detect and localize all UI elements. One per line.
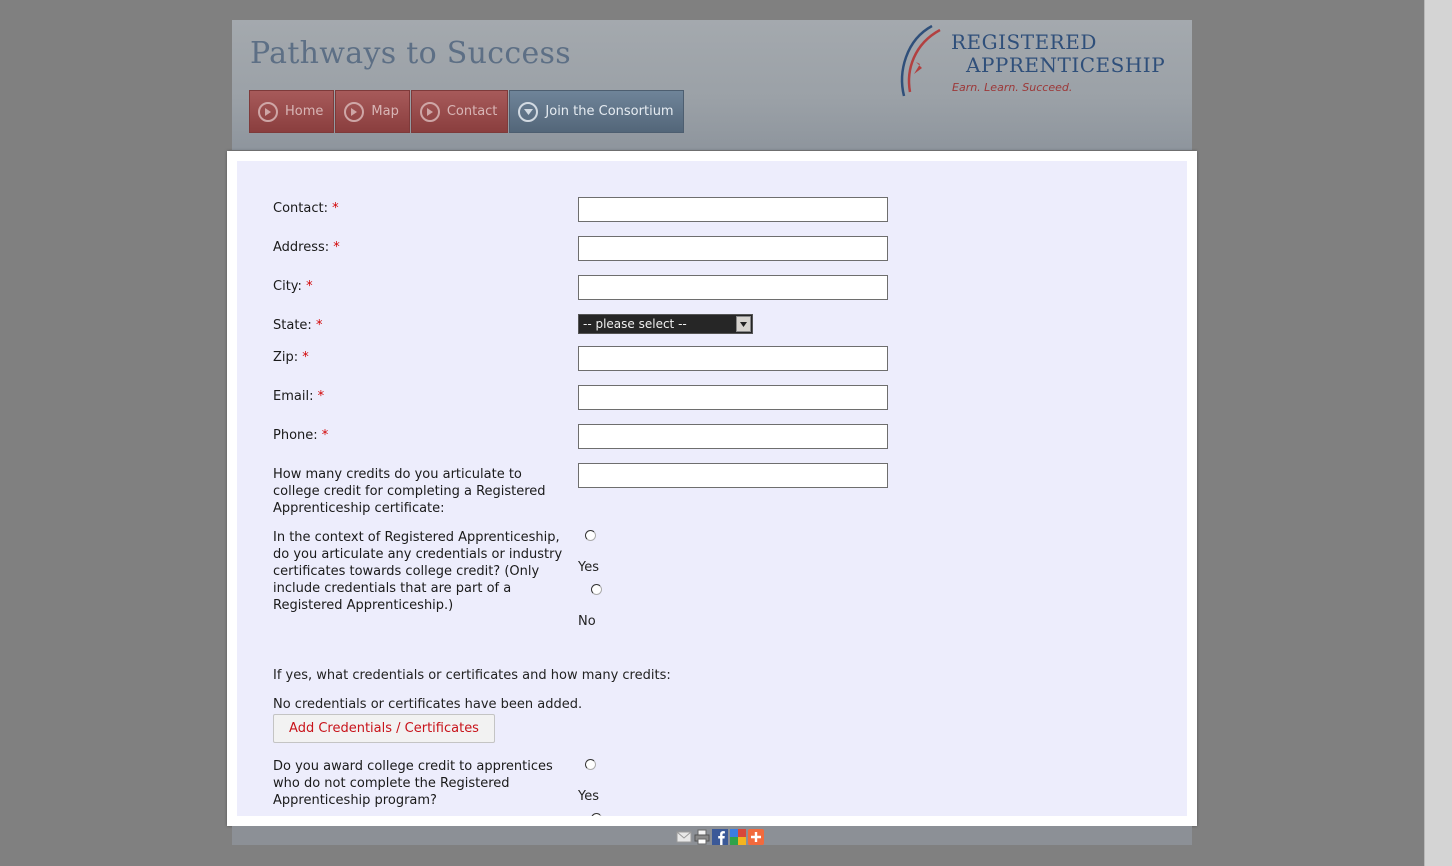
site-header — [232, 20, 1192, 150]
state-label — [273, 317, 563, 334]
nav-join-consortium[interactable] — [509, 90, 683, 133]
chevron-down-circle-icon — [518, 102, 538, 122]
print-icon[interactable] — [694, 829, 710, 845]
logo-swoosh-icon — [892, 22, 946, 98]
nav-contact-label: Contact — [446, 104, 498, 119]
award-yes-radio[interactable] — [585, 759, 596, 770]
chevron-down-icon[interactable] — [736, 316, 751, 332]
play-circle-icon — [258, 102, 278, 122]
site-title: Pathways to Success — [250, 36, 571, 71]
credits-label: How many credits do you articulate to college credit for completing a Registered Apprenticeship certificate: — [273, 467, 546, 516]
award-yes-label: Yes — [578, 789, 599, 804]
logo-text-apprenticeship: APPRENTICESHIP — [966, 53, 1166, 77]
logo-text-registered: REGISTERED — [951, 30, 1097, 54]
city-label — [273, 278, 563, 295]
facebook-icon[interactable] — [712, 829, 728, 845]
required-marker: * — [332, 201, 339, 216]
phone-label-text: Phone: — [273, 428, 318, 443]
content-frame — [227, 151, 1197, 826]
award-no-radio[interactable] — [591, 813, 602, 816]
logo-tagline: Earn. Learn. Succeed. — [952, 81, 1073, 94]
nav-join-label: Join the Consortium — [545, 104, 674, 119]
credentials-yes-label: Yes — [578, 560, 599, 575]
vertical-scrollbar[interactable] — [1424, 0, 1452, 866]
nav-contact[interactable] — [411, 90, 509, 133]
required-marker: * — [302, 350, 309, 365]
registered-apprenticeship-logo — [892, 20, 1182, 100]
required-marker: * — [317, 389, 325, 404]
nav-map-label: Map — [371, 104, 399, 119]
zip-label — [273, 349, 563, 366]
play-circle-icon — [420, 102, 440, 122]
address-input[interactable] — [578, 236, 888, 261]
required-marker: * — [321, 428, 329, 443]
consortium-form — [237, 161, 1187, 816]
credentials-prompt: If yes, what credentials or certificates and how many credits: — [273, 668, 671, 683]
credentials-question-label: In the context of Registered Apprenticeship, do you articulate any credentials or industry certificates towards college credit? (Only include credentials that are part of a Registered Apprenticeship.) — [273, 530, 563, 613]
required-marker: * — [306, 279, 313, 294]
contact-label — [273, 200, 563, 217]
nav-home[interactable] — [249, 90, 334, 133]
zip-label-text: Zip: — [273, 350, 299, 365]
required-marker: * — [333, 240, 340, 255]
contact-label-text: Contact: — [273, 201, 328, 216]
required-marker: * — [315, 318, 323, 333]
credentials-empty-message: No credentials or certificates have been added. — [273, 697, 583, 712]
contact-input[interactable] — [578, 197, 888, 222]
state-select-value: -- please select -- — [583, 317, 687, 331]
nav-home-label: Home — [285, 104, 324, 119]
email-input[interactable] — [578, 385, 888, 410]
credits-input[interactable] — [578, 463, 888, 488]
credentials-no-label: No — [578, 614, 596, 629]
email-label-text: Email: — [273, 389, 314, 404]
email-icon[interactable] — [676, 829, 692, 845]
city-label-text: City: — [273, 279, 302, 294]
zip-input[interactable] — [578, 346, 888, 371]
city-input[interactable] — [578, 275, 888, 300]
credentials-yes-radio[interactable] — [585, 530, 596, 541]
email-label — [273, 388, 563, 405]
play-circle-icon — [344, 102, 364, 122]
share-toolbar — [676, 829, 764, 845]
award-question-label: Do you award college credit to apprentices who do not complete the Registered Apprenticeship program? — [273, 759, 553, 808]
address-label — [273, 239, 563, 256]
credentials-no-radio[interactable] — [591, 584, 602, 595]
addthis-icon[interactable] — [748, 829, 764, 845]
google-icon[interactable] — [730, 829, 746, 845]
address-label-text: Address: — [273, 240, 330, 255]
state-label-text: State: — [273, 318, 312, 333]
main-nav — [249, 90, 685, 133]
state-select[interactable] — [578, 314, 753, 334]
nav-map[interactable] — [335, 90, 409, 133]
phone-label — [273, 427, 563, 444]
phone-input[interactable] — [578, 424, 888, 449]
add-credentials-button[interactable]: Add Credentials / Certificates — [273, 714, 495, 743]
